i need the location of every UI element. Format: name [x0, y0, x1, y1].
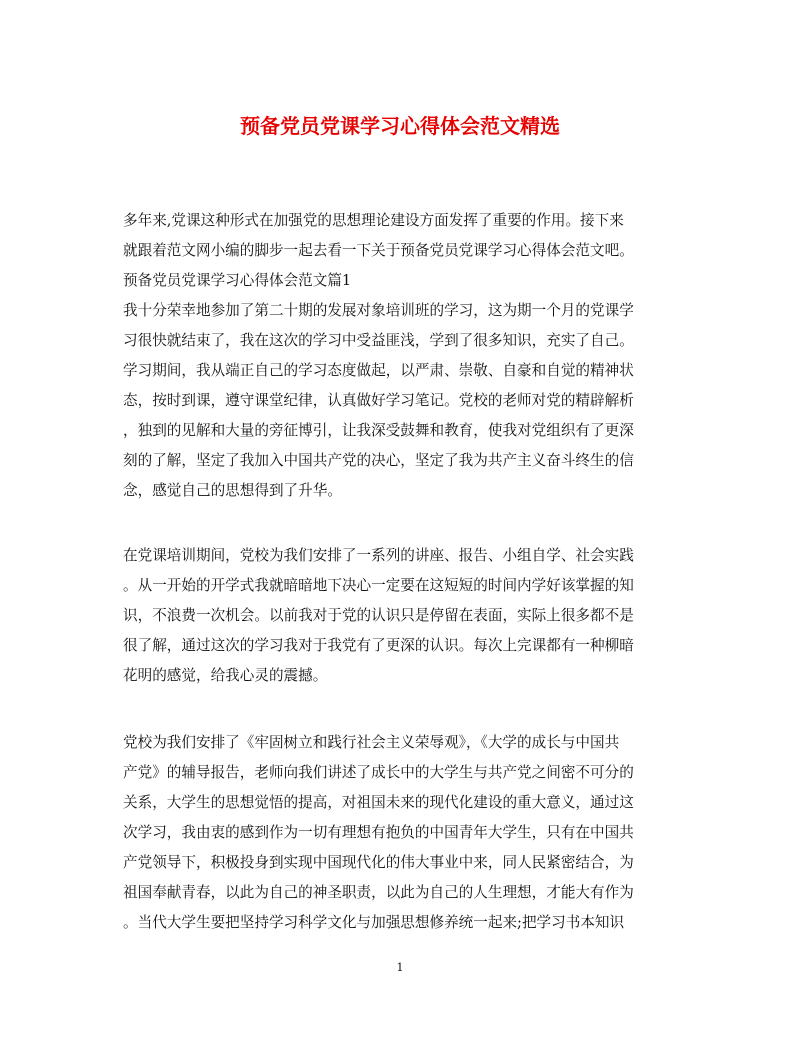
- text-line: 习很快就结束了，我在这次的学习中受益匪浅，学到了很多知识，充实了自己。: [123, 332, 634, 349]
- text-line: ，独到的见解和大量的旁征博引，让我深受鼓舞和教育，使我对党组织有了更深: [123, 422, 634, 439]
- text-line: 念，感觉自己的思想得到了升华。: [123, 482, 342, 499]
- text-line: 次学习，我由衷的感到作为一切有理想有抱负的中国青年大学生，只有在中国共: [123, 824, 634, 841]
- text-line: 产党》的辅导报告，老师向我们讲述了成长中的大学生与共产党之间密不可分的: [123, 764, 634, 781]
- page-number: 1: [396, 961, 404, 974]
- text-line: 产党领导下，积极投身到实现中国现代化的伟大事业中来，同人民紧密结合，为: [123, 854, 634, 871]
- text-line: 多年来,党课这种形式在加强党的思想理论建设方面发挥了重要的作用。接下来: [123, 212, 624, 229]
- text-line: 识，不浪费一次机会。以前我对于党的认识只是停留在表面，实际上很多都不是: [123, 607, 634, 624]
- text-line: 刻的了解，坚定了我加入中国共产党的决心，坚定了我为共产主义奋斗终生的信: [123, 452, 634, 469]
- text-line: 花明的感觉，给我心灵的震撼。: [123, 667, 328, 684]
- paragraph-3: [123, 728, 683, 938]
- text-line: 。从一开始的开学式我就暗暗地下决心一定要在这短短的时间内学好该掌握的知: [123, 577, 634, 594]
- text-line: 关系，大学生的思想觉悟的提高，对祖国未来的现代化建设的重大意义，通过这: [123, 794, 634, 811]
- text-line: 学习期间，我从端正自己的学习态度做起，以严肃、崇敬、自豪和自觉的精神状: [123, 362, 634, 379]
- paragraph-2: [123, 541, 683, 691]
- text-line: 我十分荣幸地参加了第二十期的发展对象培训班的学习，这为期一个月的党课学: [123, 302, 634, 319]
- text-line: 态，按时到课，遵守课堂纪律，认真做好学习笔记。党校的老师对党的精辟解析: [123, 392, 634, 409]
- text-line: 。当代大学生要把坚持学习科学文化与加强思想修养统一起来;把学习书本知识: [123, 914, 625, 931]
- text-line: 党校为我们安排了《牢固树立和践行社会主义荣辱观》，《大学的成长与中国共: [123, 734, 620, 751]
- section-heading: 预备党员党课学习心得体会范文篇1: [123, 272, 352, 289]
- text-line: 很了解，通过这次的学习我对于我党有了更深的认识。每次上完课都有一种柳暗: [123, 637, 634, 654]
- text-line: 在党课培训期间，党校为我们安排了一系列的讲座、报告、小组自学、社会实践: [123, 547, 634, 564]
- text-line: 就跟着范文网小编的脚步一起去看一下关于预备党员党课学习心得体会范文吧。: [123, 242, 634, 259]
- intro-paragraph: [123, 206, 683, 506]
- text-line: 祖国奉献青春，以此为自己的神圣职责，以此为自己的人生理想，才能大有作为: [123, 884, 634, 901]
- document-title: 预备党员党课学习心得体会范文精选: [240, 114, 560, 138]
